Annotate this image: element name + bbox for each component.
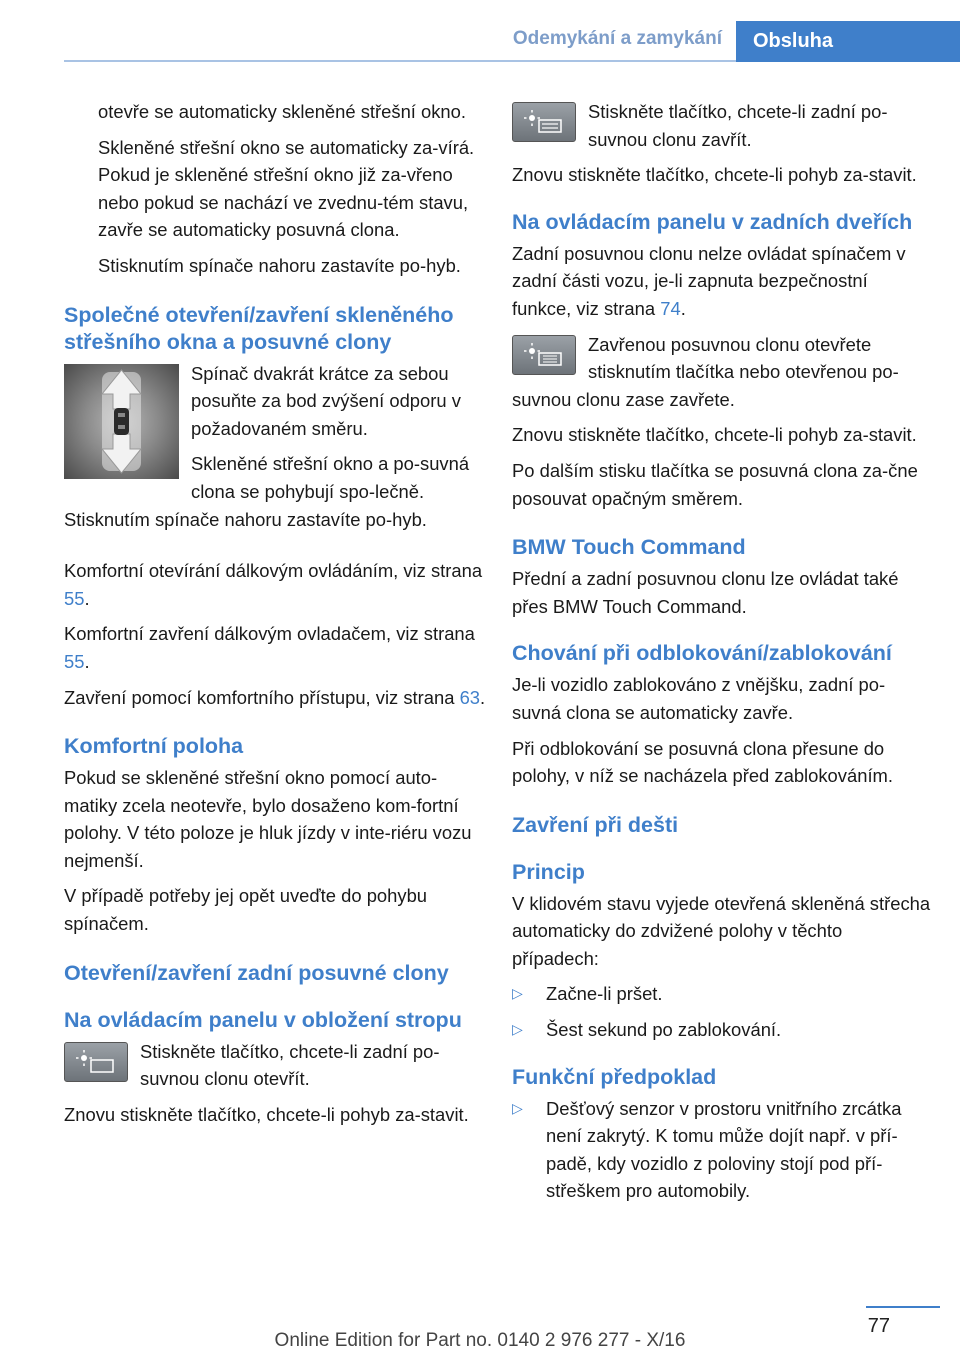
heading-rain-closing: Zavření při dešti bbox=[512, 812, 679, 837]
page-link[interactable]: 74 bbox=[660, 297, 681, 319]
paragraph: Pokud se skleněné střešní okno pomocí auto‐matiky zcela neotevře, bylo dosaženo kom‐fortní polohy. V této poloze je hluk jízdy v inte‐riéru vozu nejmenší. bbox=[64, 767, 472, 871]
paragraph: Skleněné střešní okno se automaticky za‐vírá. Pokud je skleněné střešní okno již za‐vřeno nebo pokud se nachází ve zvednu‐tém stavu, zavře se automaticky posuvná clona. bbox=[98, 136, 475, 241]
paragraph: V klidovém stavu vyjede otevřená skleněná střecha automaticky do zdvižené polohy v těchto případech: bbox=[512, 892, 931, 969]
paragraph: Po dalším stisku tlačítka se posuvná clona za‐čne posouvat opačným směrem. bbox=[512, 459, 918, 509]
bullet-triangle-icon: ▷ bbox=[512, 1021, 523, 1038]
paragraph: Znovu stiskněte tlačítko, chcete-li pohyb za‐stavit. bbox=[512, 164, 917, 186]
heading-lock-behavior: Chování při odblokování/zablokování bbox=[512, 641, 892, 666]
list-item: ▷ Šest sekund po zablokování. bbox=[512, 1016, 932, 1044]
paragraph: Znovu stiskněte tlačítko, chcete-li pohyb za‐stavit. bbox=[64, 1103, 469, 1125]
blind-close-icon bbox=[524, 109, 564, 135]
paragraph: Je-li vozidlo zablokováno z vnějšku, zadní po‐suvná clona se automaticky zavře. bbox=[512, 674, 886, 723]
page-number: 77 bbox=[867, 1315, 890, 1337]
page-link[interactable]: 55 bbox=[64, 587, 85, 609]
list-item: ▷ Dešťový senzor v prostoru vnitřního zrcátka není zakrytý. K tomu může dojít např. v pří‐padě, kdy vozidlo z poloviny stojí pod pří‐střeškem pro automobily. bbox=[512, 1095, 932, 1205]
paragraph: Při odblokování se posuvná clona přesune do polohy, v níž se nacházela před zablokováním. bbox=[512, 737, 893, 787]
door-blind-icon bbox=[524, 342, 564, 368]
header-chapter-tab: Obsluha bbox=[736, 21, 960, 62]
bullet-triangle-icon: ▷ bbox=[512, 985, 523, 1002]
list-item: ▷ Začne-li pršet. bbox=[512, 980, 932, 1008]
roof-blind-button-image bbox=[64, 1042, 128, 1082]
paragraph: Stiskněte tlačítko, chcete-li zadní po‐suvnou clonu zavřít. bbox=[588, 101, 888, 150]
roof-blind-close-button-image bbox=[512, 102, 576, 142]
paragraph: Spínač dvakrát krátce za sebou posuňte za bod zvýšení odporu v požadovaném směru. bbox=[191, 362, 461, 439]
paragraph: V případě potřeby jej opět uveďte do pohybu spínačem. bbox=[64, 885, 428, 935]
roof-switch-icon bbox=[64, 364, 179, 479]
footer-rule bbox=[866, 1306, 940, 1308]
heading-function-prerequisite: Funkční předpoklad bbox=[512, 1064, 717, 1089]
left-column bbox=[64, 98, 486, 1136]
footer-edition: Online Edition for Part no. 0140 2 976 277 - X/16 bbox=[274, 1330, 686, 1351]
page-link[interactable]: 63 bbox=[459, 686, 481, 708]
paragraph: Přední a zadní posuvnou clonu lze ovládat také přes BMW Touch Command. bbox=[512, 568, 899, 617]
page-link[interactable]: 55 bbox=[64, 650, 85, 672]
paragraph: Zavření pomocí komfortního přístupu, viz strana 63. bbox=[64, 686, 486, 708]
paragraph: Skleněné střešní okno a po‐suvná clona se pohybují spo‐lečně. Stisknutím spínače nahoru zastavíte po‐hyb. bbox=[64, 453, 470, 530]
blind-open-icon bbox=[76, 1049, 116, 1075]
heading-comfort-position: Komfortní poloha bbox=[64, 734, 244, 759]
heading-joint-open-close: Společné otevření/zavření skleněného střešního okna a posuvné clony bbox=[64, 302, 454, 354]
paragraph: Zadní posuvnou clonu nelze ovládat spínačem v zadní části vozu, je-li zapnuta bezpečnostní funkce, viz strana 74. bbox=[512, 242, 906, 319]
paragraph: Znovu stiskněte tlačítko, chcete-li pohyb za‐stavit. bbox=[512, 424, 917, 446]
paragraph: Komfortní zavření dálkovým ovladačem, viz strana 55. bbox=[64, 623, 475, 672]
heading-rear-door-panel: Na ovládacím panelu v zadních dveřích bbox=[512, 209, 913, 234]
paragraph: otevře se automaticky skleněné střešní okno. bbox=[98, 101, 467, 122]
heading-touch-command: BMW Touch Command bbox=[512, 535, 746, 560]
door-blind-button-image bbox=[512, 335, 576, 375]
paragraph: Zavřenou posuvnou clonu otevřete stisknutím tlačítka nebo otevřenou po‐suvnou clonu zase zavřete. bbox=[512, 333, 899, 410]
paragraph: Stisknutím spínače nahoru zastavíte po‐hyb. bbox=[98, 254, 461, 276]
right-column bbox=[512, 98, 932, 1213]
header-section-title: Odemykání a zamykání bbox=[512, 28, 722, 49]
heading-rear-blind: Otevření/zavření zadní posuvné clony bbox=[64, 960, 449, 985]
paragraph: Stiskněte tlačítko, chcete-li zadní po‐suvnou clonu otevřít. bbox=[140, 1040, 440, 1090]
roof-switch-image bbox=[64, 364, 179, 479]
paragraph: Komfortní otevírání dálkovým ovládáním, viz strana 55. bbox=[64, 560, 483, 609]
bullet-triangle-icon: ▷ bbox=[512, 1099, 523, 1116]
heading-principle: Princip bbox=[512, 859, 585, 884]
heading-roof-panel: Na ovládacím panelu v obložení stropu bbox=[64, 1007, 462, 1032]
